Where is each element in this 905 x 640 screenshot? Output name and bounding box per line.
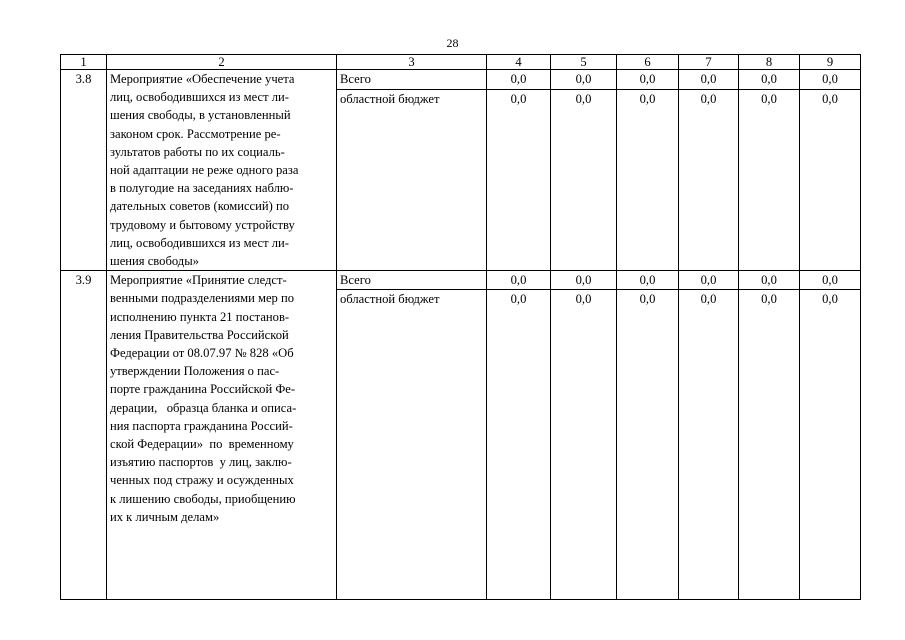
event-description: Мероприятие «Принятие следст- венными подразделениями мер по исполнению пункта 21 постанов- ления Правительства Российской Федерации от 08.07.97 № 828 «Об утверждении Положения о пас- порте гражданина Российской Фе- дерации, образца бланка и описа- ния паспорта гражданина Россий- ской Федерации» по временному изъятию паспортов у лиц, заклю- ченных под стражу и осужденных к лишению свободы, приобщению их к личным делам» (107, 271, 337, 600)
value-cell: 0,0 (617, 89, 679, 270)
value-cell: 0,0 (551, 70, 617, 90)
value-cell: 0,0 (551, 89, 617, 270)
col-header-1: 1 (61, 55, 107, 70)
value-cell: 0,0 (551, 271, 617, 290)
col-header-4: 4 (487, 55, 551, 70)
value-cell: 0,0 (739, 271, 800, 290)
value-cell: 0,0 (551, 290, 617, 600)
funding-source-regional: областной бюджет (337, 290, 487, 600)
value-cell: 0,0 (617, 271, 679, 290)
page-number: 28 (446, 36, 459, 50)
column-number-row (61, 55, 861, 70)
event-description: Мероприятие «Обеспечение учета лиц, освободившихся из мест ли- шения свободы, в установленный законом срок. Рассмотрение ре- зультатов работы по их социаль- ной адаптации не реже одного раза в полугодие на заседаниях наблю- дательных советов (комиссий) по трудовому и бытовому устройству лиц, освободившихся из мест ли- шения свободы» (107, 70, 337, 271)
value-cell: 0,0 (800, 89, 861, 270)
value-cell: 0,0 (679, 271, 739, 290)
col-header-6: 6 (617, 55, 679, 70)
value-cell: 0,0 (487, 89, 551, 270)
col-header-9: 9 (800, 55, 861, 70)
value-cell: 0,0 (800, 271, 861, 290)
row-number: 3.9 (61, 271, 107, 600)
value-cell: 0,0 (679, 70, 739, 90)
table-row (61, 271, 861, 290)
value-cell: 0,0 (739, 70, 800, 90)
value-cell: 0,0 (617, 290, 679, 600)
value-cell: 0,0 (487, 271, 551, 290)
col-header-2: 2 (107, 55, 337, 70)
col-header-8: 8 (739, 55, 800, 70)
value-cell: 0,0 (800, 290, 861, 600)
funding-source-total: Всего (337, 70, 487, 90)
col-header-7: 7 (679, 55, 739, 70)
value-cell: 0,0 (487, 70, 551, 90)
col-header-5: 5 (551, 55, 617, 70)
value-cell: 0,0 (679, 290, 739, 600)
value-cell: 0,0 (800, 70, 861, 90)
value-cell: 0,0 (679, 89, 739, 270)
table-row (61, 70, 861, 90)
funding-source-total: Всего (337, 271, 487, 290)
funding-source-regional: областной бюджет (337, 89, 487, 270)
row-number: 3.8 (61, 70, 107, 271)
col-header-3: 3 (337, 55, 487, 70)
value-cell: 0,0 (739, 89, 800, 270)
value-cell: 0,0 (487, 290, 551, 600)
budget-table (60, 54, 861, 600)
value-cell: 0,0 (617, 70, 679, 90)
value-cell: 0,0 (739, 290, 800, 600)
